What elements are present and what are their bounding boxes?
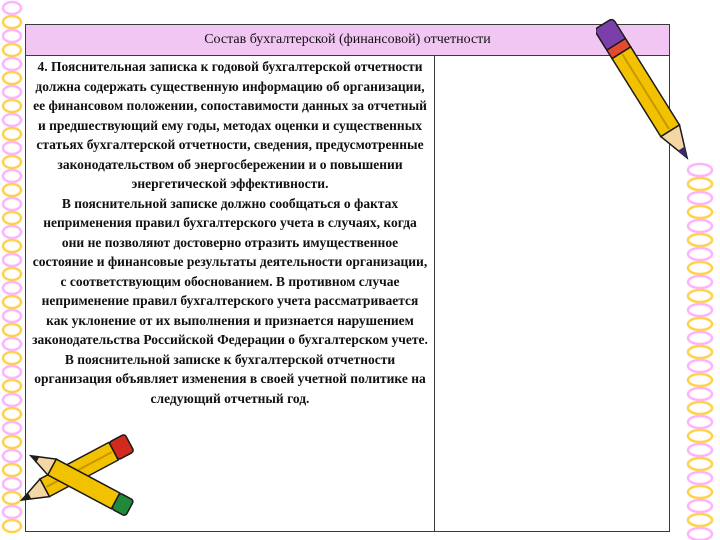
ring-decoration: [3, 296, 21, 308]
ring-decoration: [3, 142, 21, 154]
ring-decoration: [3, 170, 21, 182]
ring-decoration: [688, 206, 712, 218]
ring-decoration: [688, 416, 712, 428]
ring-decoration: [688, 192, 712, 204]
ring-decoration: [3, 2, 21, 14]
ring-decoration: [3, 254, 21, 266]
ring-decoration: [3, 184, 21, 196]
pencil-icon: [596, 4, 696, 184]
ring-decoration: [3, 44, 21, 56]
ring-decoration: [688, 430, 712, 442]
ring-decoration: [688, 290, 712, 302]
ring-decoration: [3, 86, 21, 98]
ring-decoration: [3, 156, 21, 168]
ring-decoration: [3, 324, 21, 336]
ring-decoration: [688, 360, 712, 372]
ring-decoration: [688, 500, 712, 512]
ring-decoration: [3, 226, 21, 238]
ring-decoration: [3, 212, 21, 224]
ring-decoration: [3, 58, 21, 70]
ring-decoration: [3, 352, 21, 364]
explanatory-note-text: [32, 57, 428, 408]
ring-decoration: [3, 394, 21, 406]
ring-decoration: [3, 198, 21, 210]
ring-decoration: [3, 114, 21, 126]
ring-decoration: [688, 388, 712, 400]
ring-decoration: [688, 374, 712, 386]
ring-decoration: [688, 318, 712, 330]
ring-decoration: [688, 458, 712, 470]
ring-decoration: [688, 262, 712, 274]
ring-decoration: [3, 128, 21, 140]
ring-decoration: [688, 276, 712, 288]
pencils-icon: [0, 420, 140, 540]
ring-decoration: [3, 240, 21, 252]
ring-decoration: [688, 444, 712, 456]
ring-decoration: [3, 380, 21, 392]
ring-decoration: [3, 310, 21, 322]
paragraph-3: В пояснительной записке к бухгалтерской отчетности организация объявляет изменения в своей учетной политике на следующий отчетный год.: [34, 351, 426, 406]
paragraph-2: В пояснительной записке должно сообщаться о фактах неприменения правил бухгалтерского учета в случаях, когда они не позволяют достоверно отразить имущественное состояние и финансовые результаты деятельности организации, с соответствующим обоснованием. В противном случае неприменение правил бухгалтерского учета рассматривается как уклонение от их выполнения и признается нарушением законодательства Российской Федерации о бухгалтерском учете.: [32, 195, 428, 347]
ring-decoration: [688, 346, 712, 358]
ring-decoration: [688, 220, 712, 232]
ring-decoration: [688, 472, 712, 484]
table-header: [26, 25, 669, 56]
ring-decoration: [3, 16, 21, 28]
ring-decoration: [688, 234, 712, 246]
paragraph-1: 4. Пояснительная записка к годовой бухгалтерской отчетности должна содержать существенную информацию об организации, ее финансовом положении, сопоставимости данных за отчетный и предшествующий ему годы, методах оценки и существенных статьях бухгалтерской отчетности, сведения, предусмотренные законодательством об энергосбережении и о повышении энергетической эффективности.: [33, 59, 427, 191]
ring-decoration: [3, 100, 21, 112]
ring-decoration: [3, 268, 21, 280]
ring-decoration: [3, 72, 21, 84]
ring-decoration: [688, 304, 712, 316]
ring-decoration: [688, 248, 712, 260]
ring-decoration: [3, 366, 21, 378]
ring-decoration: [688, 486, 712, 498]
ring-decoration: [688, 514, 712, 526]
ring-decoration: [3, 30, 21, 42]
ring-decoration: [688, 528, 712, 540]
ring-decoration: [3, 338, 21, 350]
ring-decoration: [688, 402, 712, 414]
ring-decoration: [3, 408, 21, 420]
ring-decoration: [688, 332, 712, 344]
table-header-title: Состав бухгалтерской (финансовой) отчетности: [204, 32, 491, 47]
ring-decoration: [3, 282, 21, 294]
